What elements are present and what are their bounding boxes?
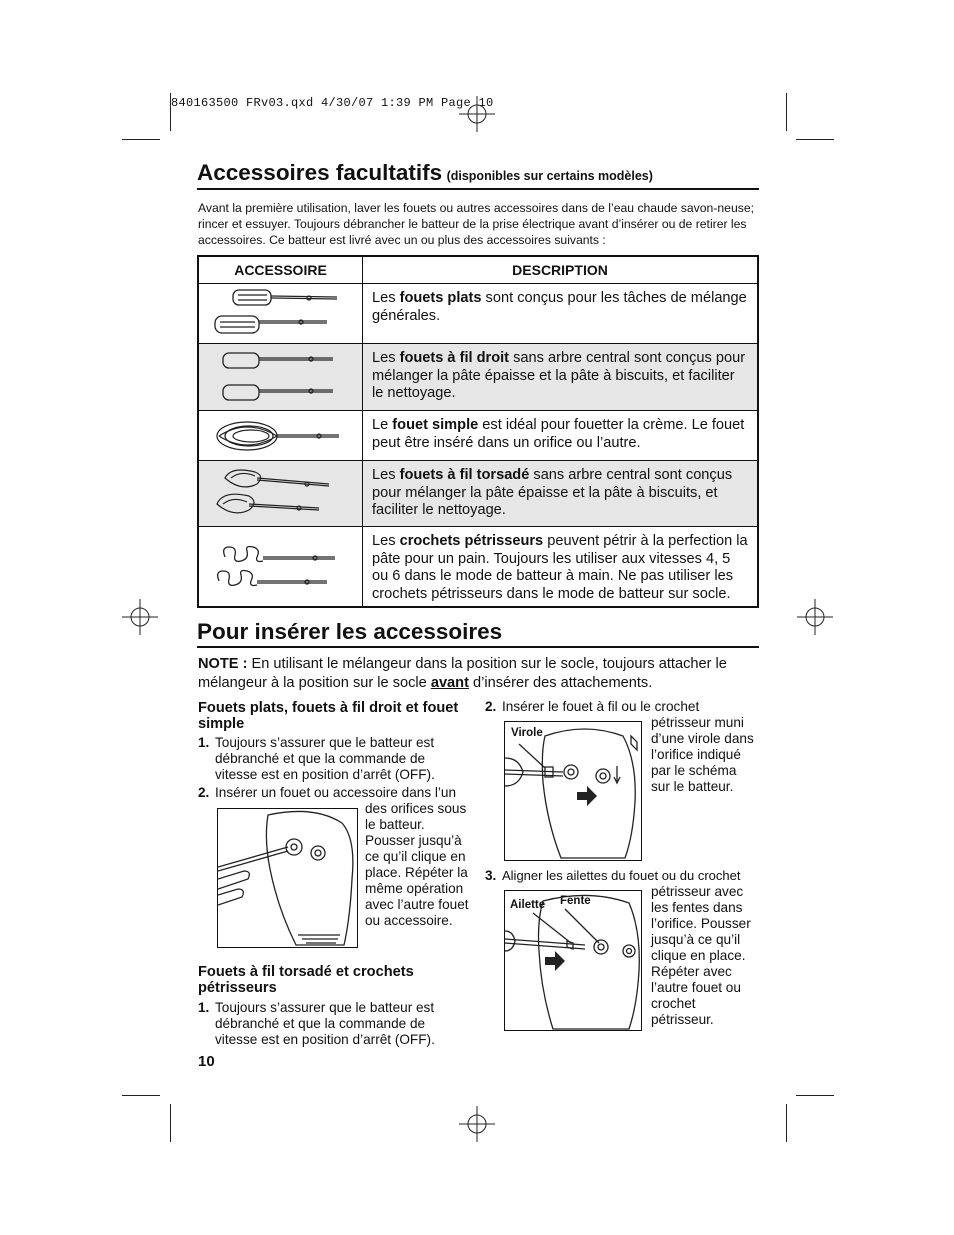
accessory-image-cell [198,284,363,344]
step-text: Toujours s’assurer que le batteur est débranché et que la commande de vitesse est en position d’arrêt (OFF). [215,1000,435,1047]
section-title-optional-accessories [197,160,759,190]
mixer-bottom-illustration [218,809,357,947]
step-text-wrap: pétrisseur avec les fentes dans l’orifice. Pousser jusqu’à ce qu’il clique en place. Répéter avec l’autre fouet ou crochet pétrisseur. [651,884,751,1027]
step-item [485,868,759,884]
label-fin: Ailette [510,899,546,911]
section-subtitle: (disponibles sur certains modèles) [446,169,653,183]
desc-bold: crochets pétrisseurs [399,533,544,549]
crop-mark [122,139,160,140]
note-text: d’insérer des attachements. [468,674,653,691]
desc-text: est idéal pour fouetter la crème. Le fouet peut être inséré dans un orifice ou l’autre. [372,417,745,451]
subheading-flat-beaters: Fouets plats, fouets à fil droit et fouet simple [198,700,459,732]
desc-text: Le [372,417,393,433]
step-text: Insérer le fouet à fil ou le crochet [502,699,700,714]
dough-hooks-icon [211,541,351,591]
section-title: Accessoires facultatifs [197,160,443,185]
label-slot: Fente [560,895,591,907]
step-text-wrap: pétrisseur muni d’une virole dans l’orifice indiqué par le schéma sur le batteur. [651,715,754,794]
note-label: NOTE : [198,656,248,672]
crop-mark [796,1095,834,1096]
registration-mark-icon [122,599,158,635]
accessory-description [363,344,759,411]
crop-mark [786,1104,787,1142]
desc-bold: fouets à fil torsadé [399,467,530,483]
accessory-description [363,461,759,527]
accessory-image-cell [198,344,363,411]
fins-slots-illustration [505,891,641,1030]
ferrule-illustration [505,722,641,860]
desc-text: Les [372,467,400,483]
figure-fins-slots [504,890,642,1031]
figure-ferrule [504,721,642,861]
accessory-image-cell [198,527,363,607]
desc-text: peuvent pétrir à la perfection la pâte pour un pain. Toujours les utiliser aux vitesses 4, 5 ou 6 dans le mode de batteur à main. Ne pas utiliser les crochets pétrisseurs dans le mode de batteur sur socle. [372,533,748,602]
registration-mark-icon [459,1106,495,1142]
step-number: 3. [485,868,497,883]
desc-text: Les [372,290,400,306]
column-header-accessory: ACCESSOIRE [198,256,363,284]
note-emphasis: avant [430,674,469,691]
column-header-description: DESCRIPTION [363,256,759,284]
accessory-image-cell [198,461,363,527]
desc-text: Les [372,533,400,549]
note-paragraph [198,655,760,692]
accessory-description [363,284,759,344]
table-row [198,527,758,607]
desc-text: Les [372,350,400,366]
step-text-wrap: des orifices sous le batteur. Pousser jusqu’à ce qu’il clique en place. Répéter la même opération avec l’autre fouet ou accessoire. [365,801,469,928]
table-row [198,344,758,411]
table-header-row [198,256,758,284]
step-number: 1. [198,1000,210,1015]
crop-mark [786,93,787,131]
desc-bold: fouets à fil droit [399,350,510,366]
twisted-wire-beaters-icon [211,464,351,524]
intro-paragraph: Avant la première utilisation, laver les fouets ou autres accessoires dans de l’eau chaude savon-neuse; rincer et essuyer. Toujours débrancher le batteur de la prise électrique avant d’insérer ou de retirer les accessoires. Ce batteur est livré avec un ou plus des accessoires suivants : [198,201,754,247]
table-row [198,411,758,461]
wire-beaters-icon [211,347,351,407]
crop-mark [122,1095,160,1096]
step-text: Insérer un fouet ou accessoire dans l’un [215,785,457,800]
step-item [198,1000,468,1048]
subheading-twisted-beaters: Fouets à fil torsadé et crochets pétrisseurs [198,964,414,996]
step-number: 2. [485,699,497,714]
figure-insert-beater [217,808,358,948]
table-row [198,461,758,527]
step-item [485,699,759,715]
desc-bold: fouets plats [399,290,482,306]
accessory-description [363,527,759,607]
desc-text: sans arbre central sont conçus pour mélanger la pâte épaisse et la pâte à biscuits, et faciliter le nettoyage. [372,350,746,401]
step-text: Toujours s’assurer que le batteur est débranché et que la commande de vitesse est en position d’arrêt (OFF). [215,735,435,782]
note-text: En utilisant le mélangeur dans la position sur le socle, toujours attacher le mélangeur à la position sur le socle [198,656,727,691]
print-slug: 840163500 FRv03.qxd 4/30/07 1:39 PM Page 10 [171,96,494,110]
flat-beaters-icon [211,286,351,342]
accessories-table [197,255,759,608]
section-title-insert-accessories: Pour insérer les accessoires [197,619,759,648]
label-ferrule: Virole [511,727,543,739]
page-number: 10 [198,1053,215,1070]
crop-mark [796,139,834,140]
whisk-icon [211,414,351,458]
desc-bold: fouet simple [392,417,479,433]
table-row [198,284,758,344]
step-item [198,735,468,783]
accessory-image-cell [198,411,363,461]
accessory-description [363,411,759,461]
registration-mark-icon [797,599,833,635]
step-text: Aligner les ailettes du fouet ou du crochet [502,868,741,883]
crop-mark [170,1104,171,1142]
desc-text: sont conçus pour les tâches de mélange générales. [372,290,747,324]
desc-text: sans arbre central sont conçus pour mélanger la pâte épaisse et la pâte à biscuits, et faciliter le nettoyage. [372,467,733,518]
step-item [198,785,472,801]
step-number: 1. [198,735,210,750]
step-number: 2. [198,785,210,800]
